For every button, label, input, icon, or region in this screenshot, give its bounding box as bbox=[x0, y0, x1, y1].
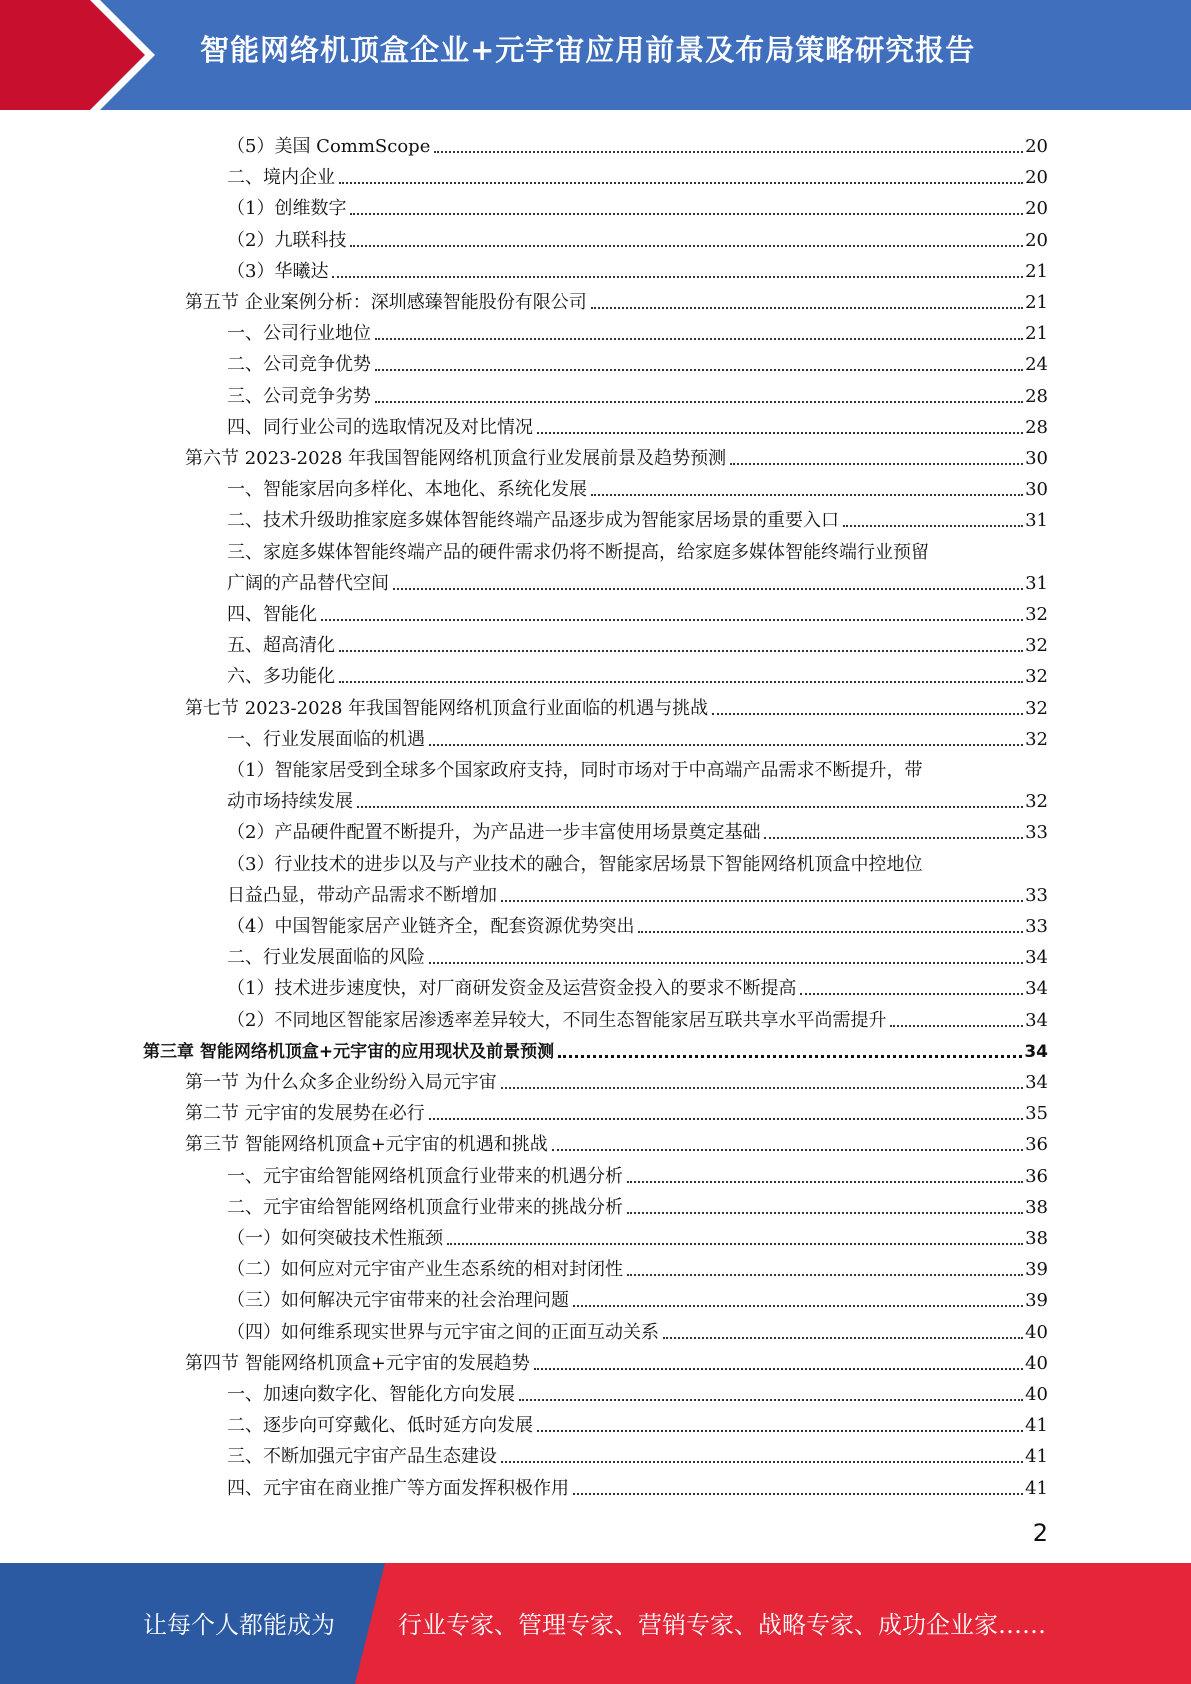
toc-entry[interactable] bbox=[227, 627, 1048, 658]
toc-entry-title: （1）创维数字 bbox=[227, 198, 347, 220]
toc-entry-title: （2）九联科技 bbox=[227, 229, 347, 251]
toc-dot-leader bbox=[350, 245, 1023, 247]
toc-entry[interactable] bbox=[227, 378, 1048, 409]
toc-entry[interactable] bbox=[227, 159, 1048, 190]
toc-dot-leader bbox=[843, 525, 1023, 527]
toc-page-number: 21 bbox=[1025, 323, 1048, 345]
toc-dot-leader bbox=[627, 1274, 1023, 1276]
toc-dot-leader bbox=[375, 338, 1023, 340]
toc-entry[interactable] bbox=[185, 440, 1048, 471]
toc-page-number: 28 bbox=[1025, 416, 1048, 438]
toc-dot-leader bbox=[712, 713, 1023, 715]
toc-dot-leader bbox=[434, 151, 1023, 153]
toc-page-number: 41 bbox=[1025, 1415, 1048, 1437]
toc-entry[interactable] bbox=[227, 190, 1048, 221]
toc-entry[interactable] bbox=[227, 658, 1048, 689]
toc-entry-title: 一、公司行业地位 bbox=[227, 323, 371, 345]
toc-entry-title: 三、不断加强元宇宙产品生态建设 bbox=[227, 1446, 497, 1468]
toc-entry-title: 二、公司竞争优势 bbox=[227, 354, 371, 376]
toc-entry[interactable] bbox=[227, 1438, 1048, 1469]
toc-page-number: 28 bbox=[1025, 385, 1048, 407]
toc-page-number: 39 bbox=[1025, 1290, 1048, 1312]
toc-entry-title: （二）如何应对元宇宙产业生态系统的相对封闭性 bbox=[227, 1259, 623, 1281]
toc-dot-leader bbox=[573, 1305, 1023, 1307]
toc-dot-leader bbox=[573, 1493, 1023, 1495]
toc-entry-title: （1）技术进步速度快，对厂商研发资金及运营资金投入的要求不断提高 bbox=[227, 978, 797, 1000]
toc-page-number: 30 bbox=[1025, 448, 1048, 469]
header-red-chevron bbox=[0, 0, 160, 110]
toc-page-number: 34 bbox=[1025, 1009, 1048, 1031]
toc-page-number: 32 bbox=[1025, 791, 1048, 813]
toc-entry-title: （4）中国智能家居产业链齐全，配套资源优势突出 bbox=[227, 916, 635, 937]
toc-page-number: 32 bbox=[1025, 728, 1048, 750]
toc-entry-title: （四）如何维系现实世界与元宇宙之间的正面互动关系 bbox=[227, 1321, 659, 1343]
toc-entry[interactable] bbox=[227, 128, 1048, 159]
toc-entry[interactable] bbox=[227, 1407, 1048, 1438]
toc-entry[interactable] bbox=[227, 1282, 1048, 1313]
toc-entry[interactable] bbox=[227, 1314, 1048, 1345]
toc-entry-title: （2）产品硬件配置不断提升，为产品进一步丰富使用场景奠定基础 bbox=[227, 822, 761, 844]
toc-entry[interactable] bbox=[227, 534, 1048, 565]
toc-entry-title: 第六节 2023-2028 年我国智能网络机顶盒行业发展前景及趋势预测 bbox=[185, 448, 727, 469]
toc-entry[interactable] bbox=[227, 1220, 1048, 1251]
toc-entry-title: （1）智能家居受到全球多个国家政府支持，同时市场对于中高端产品需求不断提升，带 bbox=[227, 760, 923, 781]
toc-page-number: 41 bbox=[1025, 1446, 1048, 1468]
toc-dot-leader bbox=[730, 463, 1023, 465]
toc-page-number: 32 bbox=[1025, 697, 1048, 719]
toc-entry-title: 第五节 企业案例分析：深圳感臻智能股份有限公司 bbox=[185, 292, 587, 313]
toc-entry-title: 第七节 2023-2028 年我国智能网络机顶盒行业面临的机遇与挑战 bbox=[185, 697, 709, 719]
toc-page-number: 39 bbox=[1025, 1259, 1048, 1281]
toc-dot-leader bbox=[429, 1118, 1023, 1120]
toc-entry[interactable] bbox=[227, 596, 1048, 627]
toc-entry-title: 一、元宇宙给智能网络机顶盒行业带来的机遇分析 bbox=[227, 1165, 623, 1187]
toc-entry[interactable] bbox=[227, 315, 1048, 346]
toc-entry-title: 五、超高清化 bbox=[227, 635, 335, 657]
toc-page-number: 32 bbox=[1025, 666, 1048, 688]
footer-slogan-right: 行业专家、管理专家、营销专家、战略专家、成功企业家…… bbox=[398, 1611, 1046, 1639]
toc-page-number: 21 bbox=[1025, 260, 1048, 282]
toc-entry[interactable] bbox=[185, 1345, 1048, 1376]
toc-entry-title: 三、公司竞争劣势 bbox=[227, 385, 371, 407]
toc-entry[interactable] bbox=[227, 814, 1048, 845]
toc-dot-leader bbox=[890, 1025, 1023, 1027]
toc-entry-title: 动市场持续发展 bbox=[227, 791, 353, 813]
toc-page-number: 34 bbox=[1025, 947, 1048, 969]
toc-entry[interactable] bbox=[227, 502, 1048, 533]
toc-entry[interactable] bbox=[227, 1470, 1048, 1501]
toc-dot-leader bbox=[357, 806, 1023, 808]
toc-page-number: 31 bbox=[1025, 510, 1048, 532]
toc-entry[interactable] bbox=[227, 1251, 1048, 1282]
toc-page-number: 21 bbox=[1025, 292, 1048, 313]
toc-entry[interactable] bbox=[227, 970, 1048, 1001]
toc-dot-leader bbox=[534, 1368, 1023, 1370]
toc-page-number: 40 bbox=[1025, 1384, 1048, 1405]
toc-entry-title: （2）不同地区智能家居渗透率差异较大，不同生态智能家居互联共享水平尚需提升 bbox=[227, 1009, 887, 1031]
toc-dot-leader bbox=[537, 432, 1023, 434]
toc-page-number: 36 bbox=[1025, 1134, 1048, 1156]
toc-dot-leader bbox=[321, 619, 1023, 621]
toc-dot-leader bbox=[591, 307, 1023, 309]
toc-entry-title: 四、智能化 bbox=[227, 604, 317, 625]
toc-dot-leader bbox=[339, 681, 1023, 683]
toc-entry-title: 二、逐步向可穿戴化、低时延方向发展 bbox=[227, 1415, 533, 1437]
toc-dot-leader bbox=[501, 1087, 1023, 1089]
toc-dot-leader bbox=[332, 276, 1023, 278]
toc-entry-title: 四、同行业公司的选取情况及对比情况 bbox=[227, 416, 533, 438]
toc-dot-leader bbox=[519, 1399, 1023, 1401]
toc-page-number: 32 bbox=[1025, 604, 1048, 625]
toc-entry[interactable] bbox=[227, 1376, 1048, 1407]
toc-entry-title: 日益凸显，带动产品需求不断增加 bbox=[227, 884, 497, 906]
toc-entry[interactable] bbox=[227, 253, 1048, 284]
toc-entry[interactable] bbox=[227, 1189, 1048, 1220]
toc-dot-leader bbox=[339, 182, 1023, 184]
toc-entry-title: 六、多功能化 bbox=[227, 666, 335, 688]
toc-dot-leader bbox=[764, 837, 1023, 839]
toc-dot-leader bbox=[638, 931, 1023, 933]
toc-dot-leader bbox=[537, 1430, 1023, 1432]
toc-entry-title: 三、家庭多媒体智能终端产品的硬件需求仍将不断提高，给家庭多媒体智能终端行业预留 bbox=[227, 541, 929, 563]
toc-entry-title: （5）美国 CommScope bbox=[227, 136, 431, 157]
toc-page-number: 33 bbox=[1025, 884, 1048, 906]
page-header bbox=[0, 0, 1191, 110]
toc-page-number: 38 bbox=[1025, 1228, 1048, 1249]
toc-entry[interactable] bbox=[227, 1002, 1048, 1033]
toc-dot-leader bbox=[501, 900, 1023, 902]
toc-entry[interactable] bbox=[185, 1126, 1048, 1157]
toc-entry-title: （三）如何解决元宇宙带来的社会治理问题 bbox=[227, 1290, 569, 1312]
toc-page-number: 32 bbox=[1025, 635, 1048, 657]
page-footer bbox=[0, 1563, 1191, 1684]
toc-entry[interactable] bbox=[227, 409, 1048, 440]
toc-dot-leader bbox=[800, 993, 1023, 995]
toc-entry-title: 四、元宇宙在商业推广等方面发挥积极作用 bbox=[227, 1477, 569, 1499]
toc-entry[interactable] bbox=[227, 908, 1048, 939]
toc-page-number: 24 bbox=[1025, 354, 1048, 376]
toc-page-number: 20 bbox=[1025, 198, 1048, 220]
toc-page-number: 20 bbox=[1025, 229, 1048, 251]
toc-entry-title: 二、技术升级助推家庭多媒体智能终端产品逐步成为智能家居场景的重要入口 bbox=[227, 510, 839, 532]
toc-page-number: 33 bbox=[1025, 916, 1048, 937]
toc-entry-title: 第四节 智能网络机顶盒+元宇宙的发展趋势 bbox=[185, 1352, 530, 1374]
toc-page-number: 34 bbox=[1025, 1072, 1048, 1093]
toc-entry[interactable] bbox=[227, 783, 1048, 814]
toc-entry[interactable] bbox=[185, 690, 1048, 721]
toc-dot-leader bbox=[350, 213, 1023, 215]
toc-entry-title: 第二节 元宇宙的发展势在必行 bbox=[185, 1103, 425, 1125]
toc-page-number: 31 bbox=[1025, 572, 1048, 594]
toc-entry[interactable] bbox=[227, 471, 1048, 502]
toc-dot-leader bbox=[375, 401, 1023, 403]
toc-entry[interactable] bbox=[227, 222, 1048, 253]
toc-dot-leader bbox=[552, 1149, 1023, 1151]
toc-entry-title: 广阔的产品替代空间 bbox=[227, 572, 389, 594]
toc-dot-leader bbox=[429, 744, 1023, 746]
toc-entry-title: 二、元宇宙给智能网络机顶盒行业带来的挑战分析 bbox=[227, 1196, 623, 1218]
report-title: 智能网络机顶盒企业+元宇宙应用前景及布局策略研究报告 bbox=[200, 33, 976, 67]
toc-dot-leader bbox=[393, 588, 1023, 590]
toc-entry-title: （3）华曦达 bbox=[227, 260, 329, 282]
toc-entry[interactable] bbox=[227, 1158, 1048, 1189]
toc-dot-leader bbox=[663, 1337, 1023, 1339]
toc-page-number: 20 bbox=[1025, 136, 1048, 157]
toc-page-number: 30 bbox=[1025, 479, 1048, 501]
toc-page-number: 41 bbox=[1025, 1477, 1048, 1499]
toc-entry[interactable] bbox=[227, 565, 1048, 596]
toc-entry-title: 第三节 智能网络机顶盒+元宇宙的机遇和挑战 bbox=[185, 1134, 548, 1156]
toc-page-number: 34 bbox=[1025, 978, 1048, 1000]
toc-entry[interactable] bbox=[227, 846, 1048, 877]
toc-entry-title: 二、境内企业 bbox=[227, 167, 335, 189]
toc-entry[interactable] bbox=[227, 346, 1048, 377]
toc-entry-title: 一、加速向数字化、智能化方向发展 bbox=[227, 1384, 515, 1405]
toc-dot-leader bbox=[339, 650, 1023, 652]
toc-entry[interactable] bbox=[227, 721, 1048, 752]
toc-page-number: 34 bbox=[1024, 1041, 1048, 1062]
toc-entry-title: 第三章 智能网络机顶盒+元宇宙的应用现状及前景预测 bbox=[143, 1041, 555, 1062]
footer-slogan-left: 让每个人都能成为 bbox=[143, 1611, 335, 1639]
toc-dot-leader bbox=[375, 369, 1023, 371]
toc-chapter[interactable] bbox=[143, 1033, 1048, 1064]
toc-entry[interactable] bbox=[185, 284, 1048, 315]
toc-entry[interactable] bbox=[227, 752, 1048, 783]
toc-entry-title: 一、行业发展面临的机遇 bbox=[227, 728, 425, 750]
toc-dot-leader bbox=[627, 1212, 1023, 1214]
toc-dot-leader bbox=[501, 1461, 1023, 1463]
toc-dot-leader bbox=[591, 494, 1023, 496]
toc-entry[interactable] bbox=[227, 877, 1048, 908]
toc-entry[interactable] bbox=[185, 1095, 1048, 1126]
toc-page-number: 20 bbox=[1025, 167, 1048, 189]
toc-dot-leader bbox=[447, 1243, 1023, 1245]
toc-page-number: 40 bbox=[1025, 1352, 1048, 1374]
toc-page-number: 33 bbox=[1025, 822, 1048, 844]
toc-page-number: 40 bbox=[1025, 1321, 1048, 1343]
toc-page-number: 35 bbox=[1025, 1103, 1048, 1125]
toc-entry[interactable] bbox=[227, 939, 1048, 970]
toc-entry-title: 一、智能家居向多样化、本地化、系统化发展 bbox=[227, 479, 587, 501]
toc-entry-title: （3）行业技术的进步以及与产业技术的融合，智能家居场景下智能网络机顶盒中控地位 bbox=[227, 853, 923, 875]
toc-entry-title: 二、行业发展面临的风险 bbox=[227, 947, 425, 969]
toc-dot-leader bbox=[429, 962, 1023, 964]
toc-page-number: 36 bbox=[1025, 1165, 1048, 1187]
toc-page-number: 38 bbox=[1025, 1196, 1048, 1218]
toc-entry-title: （一）如何突破技术性瓶颈 bbox=[227, 1228, 443, 1249]
toc-entry[interactable] bbox=[185, 1064, 1048, 1095]
toc-dot-leader bbox=[627, 1181, 1023, 1183]
page-number: 2 bbox=[1032, 1519, 1048, 1547]
toc-dot-leader bbox=[558, 1055, 1022, 1058]
toc-entry-title: 第一节 为什么众多企业纷纷入局元宇宙 bbox=[185, 1072, 497, 1093]
